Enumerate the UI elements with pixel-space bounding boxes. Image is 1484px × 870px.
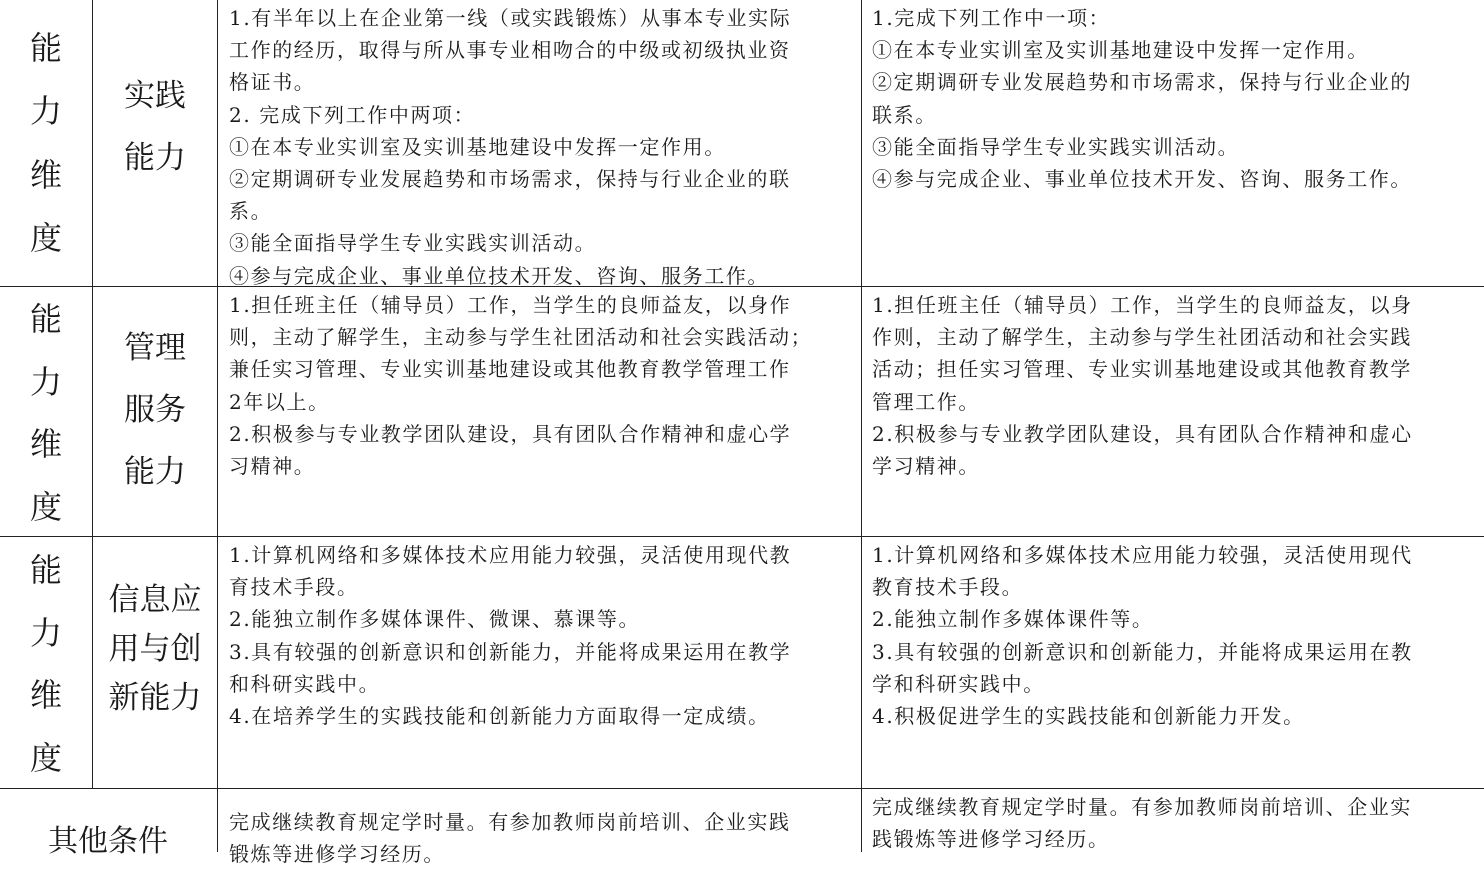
dimension-char: 维 xyxy=(29,676,62,715)
text-line: 践锻炼等进修学习经历。 xyxy=(872,827,1110,852)
table-row-practice xyxy=(0,0,1484,286)
requirement-junior-cell xyxy=(862,287,1484,536)
text-line: 系。 xyxy=(229,199,273,224)
category-cell xyxy=(93,0,218,286)
category-label: 信息应 用与创 新能力 xyxy=(108,582,202,716)
text-line: 和科研实践中。 xyxy=(229,671,381,696)
table-row-management xyxy=(0,287,1484,536)
text-line: 作则，主动了解学生，主动参与学生社团活动和社会实践 xyxy=(872,325,1412,350)
requirement-senior-cell xyxy=(218,789,862,867)
dimension-char: 度 xyxy=(29,487,62,526)
text-line: 2.能独立制作多媒体课件、微课、慕课等。 xyxy=(229,607,641,632)
text-line: 2.积极参与专业教学团队建设，具有团队合作精神和虚心 xyxy=(872,421,1413,446)
requirement-junior-cell xyxy=(862,789,1484,852)
text-line: 锻炼等进修学习经历。 xyxy=(229,842,445,867)
text-line: 4.在培养学生的实践技能和创新能力方面取得一定成绩。 xyxy=(229,704,770,729)
category-cell xyxy=(93,287,218,536)
dimension-char: 度 xyxy=(29,738,62,777)
dimension-char: 维 xyxy=(29,155,62,194)
text-line: 1.完成下列工作中一项： xyxy=(872,6,1111,30)
dimension-char: 力 xyxy=(29,613,62,652)
text-line: 管理工作。 xyxy=(872,389,980,414)
requirement-junior-cell xyxy=(862,0,1484,286)
dimension-char: 能 xyxy=(29,29,62,67)
text-line: 1.计算机网络和多媒体技术应用能力较强，灵活使用现代教 xyxy=(229,543,792,567)
dimension-char: 度 xyxy=(29,218,62,257)
table-row-innovation xyxy=(0,537,1484,788)
text-line: ②定期调研专业发展趋势和市场需求，保持与行业企业的 xyxy=(872,70,1412,95)
text-line: 3.具有较强的创新意识和创新能力，并能将成果运用在教学 xyxy=(229,639,792,664)
text-line: ④参与完成企业、事业单位技术开发、咨询、服务工作。 xyxy=(872,167,1412,192)
text-line: 工作的经历，取得与所从事专业相吻合的中级或初级执业资 xyxy=(229,38,791,63)
text-line: 1.有半年以上在企业第一线（或实践锻炼）从事本专业实际 xyxy=(229,6,792,30)
dimension-char: 维 xyxy=(29,425,62,464)
text-line: 2年以上。 xyxy=(229,389,330,414)
dimension-label xyxy=(0,300,92,526)
requirement-senior-cell xyxy=(218,287,862,536)
text-line: 完成继续教育规定学时量。有参加教师岗前培训、企业实 xyxy=(872,795,1412,819)
text-line: 完成继续教育规定学时量。有参加教师岗前培训、企业实践 xyxy=(229,810,791,834)
text-line: 3.具有较强的创新意识和创新能力，并能将成果运用在教 xyxy=(872,639,1413,664)
dimension-char: 力 xyxy=(29,92,62,131)
text-line: 活动；担任实习管理、专业实训基地建设或其他教育教学 xyxy=(872,357,1412,382)
text-line: 兼任实习管理、专业实训基地建设或其他教育教学管理工作 xyxy=(229,357,791,382)
dimension-cell xyxy=(0,287,93,536)
dimension-char: 能 xyxy=(29,551,62,589)
dimension-label xyxy=(0,551,92,777)
text-line: 习精神。 xyxy=(229,454,316,479)
text-line: 学和科研实践中。 xyxy=(872,671,1045,696)
requirement-junior-cell xyxy=(862,537,1484,788)
dimension-char: 力 xyxy=(29,362,62,401)
text-line: ③能全面指导学生专业实践实训活动。 xyxy=(229,231,597,256)
text-line: 2. 完成下列工作中两项： xyxy=(229,102,476,127)
category-cell xyxy=(93,537,218,788)
text-line: 4.积极促进学生的实践技能和创新能力开发。 xyxy=(872,704,1305,729)
text-line: 1.计算机网络和多媒体技术应用能力较强，灵活使用现代 xyxy=(872,543,1413,567)
dimension-char: 能 xyxy=(29,300,62,338)
category-label: 管理 服务 能力 xyxy=(124,329,186,490)
text-line: ④参与完成企业、事业单位技术开发、咨询、服务工作。 xyxy=(229,263,769,288)
dimension-label xyxy=(0,29,92,257)
text-line: 育技术手段。 xyxy=(229,575,359,600)
text-line: 则，主动了解学生，主动参与学生社团活动和社会实践活动； xyxy=(229,325,813,350)
table-row-other xyxy=(0,789,1484,867)
other-conditions-label: 其他条件 xyxy=(48,824,168,859)
text-line: ③能全面指导学生专业实践实训活动。 xyxy=(872,134,1240,159)
category-label: 实践 能力 xyxy=(124,77,186,176)
requirement-senior-cell xyxy=(218,537,862,788)
text-line: 格证书。 xyxy=(229,70,316,95)
text-line: ②定期调研专业发展趋势和市场需求，保持与行业企业的联 xyxy=(229,167,791,192)
dimension-cell xyxy=(0,537,93,788)
text-line: ①在本专业实训室及实训基地建设中发挥一定作用。 xyxy=(872,38,1369,63)
text-line: ①在本专业实训室及实训基地建设中发挥一定作用。 xyxy=(229,134,726,159)
text-line: 联系。 xyxy=(872,102,937,127)
text-line: 2.积极参与专业教学团队建设，具有团队合作精神和虚心学 xyxy=(229,421,792,446)
text-line: 学习精神。 xyxy=(872,454,980,479)
requirement-senior-cell xyxy=(218,0,862,286)
text-line: 2.能独立制作多媒体课件等。 xyxy=(872,607,1154,632)
text-line: 1.担任班主任（辅导员）工作，当学生的良师益友，以身作 xyxy=(229,293,792,317)
text-line: 1.担任班主任（辅导员）工作，当学生的良师益友，以身 xyxy=(872,293,1413,317)
text-line: 教育技术手段。 xyxy=(872,575,1024,600)
dimension-cell xyxy=(0,0,93,286)
